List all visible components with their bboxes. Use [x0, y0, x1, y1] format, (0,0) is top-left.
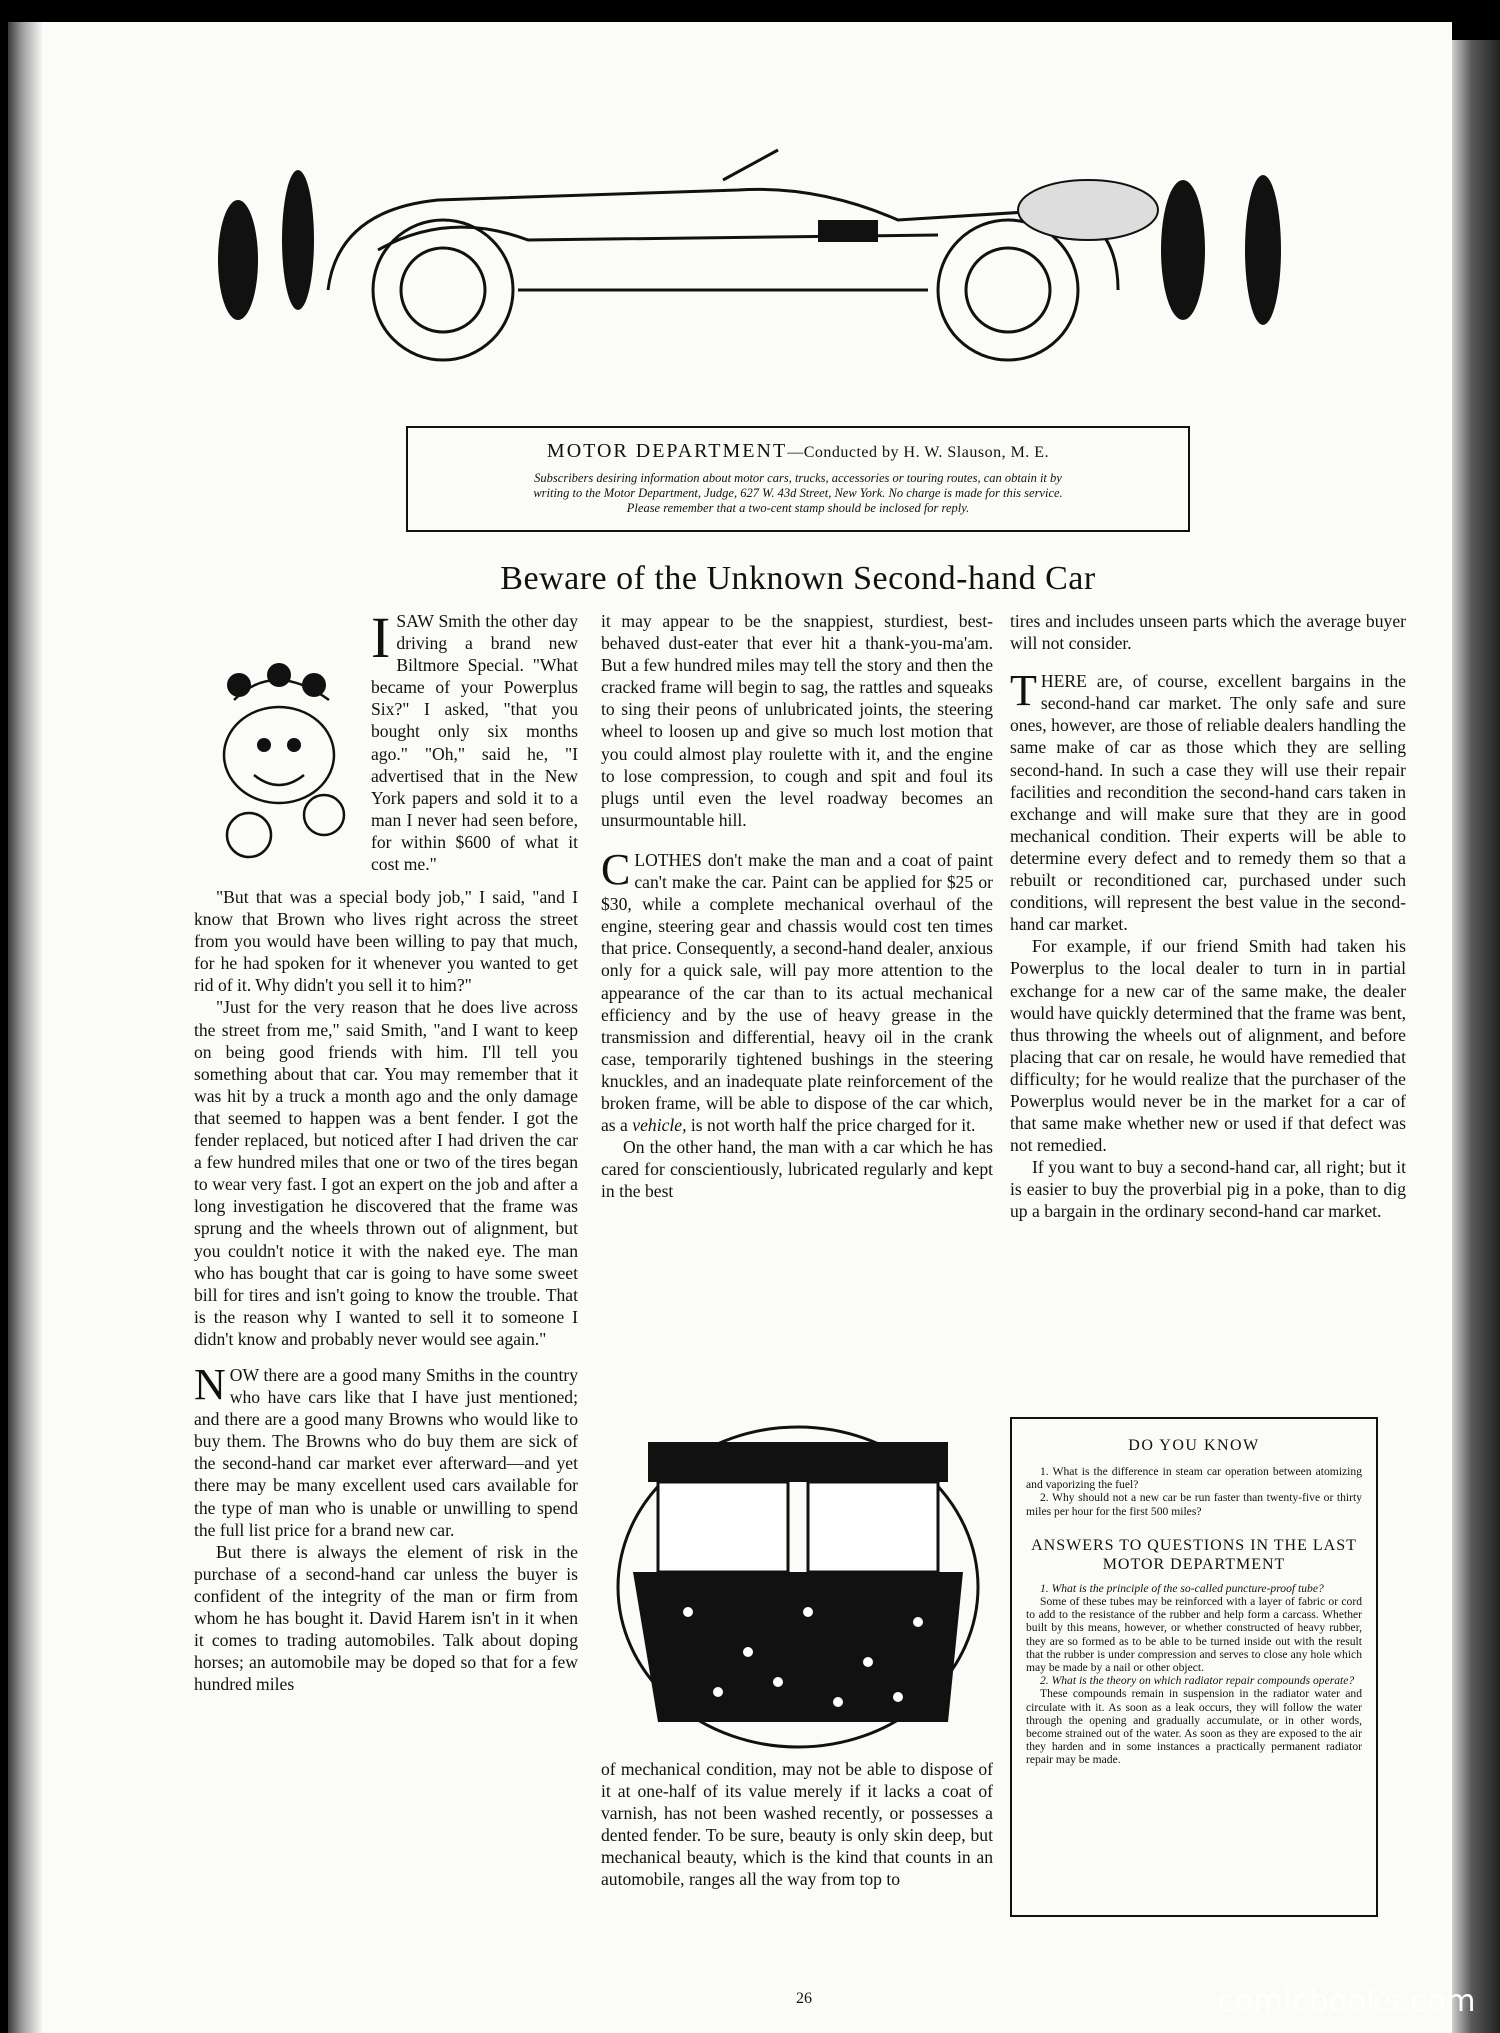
col1-paragraph-1: SAW Smith the other day driving a brand new Biltmore Special. "What became of your Powerplus Six?" I asked, "that you bought only six months ago." "Oh," said he, "I advertised that in the New York papers and sold it to a man I never had seen before, for within $600 of what it cost me." — [371, 611, 578, 875]
department-conductor: —Conducted by H. W. Slauson, M. E. — [787, 444, 1050, 461]
article-column-3 — [1010, 610, 1406, 1223]
drop-cap-n: N — [194, 1359, 226, 1409]
page-number: 26 — [796, 1990, 812, 2007]
drop-cap-i: I — [371, 605, 391, 670]
car-passengers-cartoon — [194, 610, 359, 880]
col2-italic-word: vehicle, — [632, 1115, 687, 1136]
col2-paragraph-2-end: is not worth half the price charged for it. — [690, 1115, 976, 1136]
drop-cap-t: T — [1010, 666, 1037, 716]
page-binding-shadow — [8, 22, 42, 2033]
department-note — [422, 471, 1174, 516]
magazine-page — [8, 22, 1452, 2033]
department-box — [406, 426, 1190, 532]
col1-paragraph-4: OW there are a good many Smiths in the country who have cars like that I have just mentioned; and there are a good many Browns who would like to buy them. The Browns who do buy them are sick of the second-hand car market ever afterward—and yet there may be many excellent used cars available for the type of man who is unable or unwilling to spend the full list price for a brand new car. — [194, 1364, 578, 1540]
article-headline: Beware of the Unknown Second-hand Car — [500, 560, 1096, 597]
drop-cap-c: C — [601, 844, 631, 894]
article-column-2 — [601, 610, 993, 1202]
col3-paragraph-3: For example, if our friend Smith had taken his Powerplus to the local dealer to turn in in partial exchange for a new car of the same make, the dealer would have quickly determined that the frame was bent, thus throwing the wheels out of alignment, and before placing that car on resale, he would have remedied that difficulty; for he would realize that the purchaser of the Powerplus would never be in the market for a car of that same make whether new or used if that defect was not remedied. — [1010, 936, 1406, 1156]
col1-paragraph-5: But there is always the element of risk in the purchase of a second-hand car unless the buyer is confident of the integrity of the man or firm from whom he has bought it. David Harem isn't in it when it comes to trading automobiles. Talk about doping horses; an automobile may be doped so that for a few hundred miles — [194, 1541, 578, 1695]
col1-paragraph-2: "But that was a special body job," I said, "and I know that Brown who lives right across the street from you would have been willing to pay that much, for he had spoken for it whenever you wanted to get rid of it. Why didn't you sell it to him?" — [194, 887, 578, 996]
department-title — [408, 440, 1188, 463]
page-edge-shadow — [1452, 40, 1500, 2033]
do-you-know-box — [1010, 1417, 1378, 1917]
answer-question-1: 1. What is the principle of the so-called puncture-proof tube? — [1040, 1581, 1324, 1595]
question-1: 1. What is the difference in steam car operation between atomizing and vaporizing the fuel? — [1026, 1465, 1362, 1492]
site-watermark: comicbooks.com — [1217, 1984, 1476, 2019]
article-column-2-bottom — [601, 1758, 993, 1891]
col3-paragraph-1: tires and includes unseen parts which the average buyer will not consider. — [1010, 611, 1406, 654]
do-you-know-title: DO YOU KNOW — [1128, 1437, 1260, 1454]
col2-paragraph-4: of mechanical condition, may not be able to dispose of it at one-half of its value merely if it lacks a coat of varnish, has not been washed recently, or possesses a dented fender. To be sure, beauty is only skin deep, but mechanical beauty, which is the kind that counts in an automobile, ranges all the way from top to — [601, 1759, 993, 1890]
department-note-line: Please remember that a two-cent stamp should be inclosed for reply. — [626, 501, 970, 515]
department-note-line: Subscribers desiring information about motor cars, trucks, accessories or touring routes, can obtain it by — [534, 471, 1062, 485]
question-2: 2. Why should not a new car be run faster than twenty-five or thirty miles per hour for the first 500 miles? — [1026, 1491, 1362, 1518]
col2-paragraph-2: LOTHES don't make the man and a coat of paint can't make the car. Paint can be applied for $25 or $30, while a complete mechanical overhaul of the engine, steering gear and chassis would cost ten times that price. Consequently, a second-hand dealer, anxious only for a quick sale, will pay more attention to the appearance of the car than to its actual mechanical efficiency and by the use of heavy grease in the transmission and differential, heavy oil in the crank case, temporarily tightened bushings in the steering knuckles, and an inadequate plate reinforcement of the broken frame, will be able to dispose of the car which, as a — [601, 849, 993, 1136]
answer-question-2: 2. What is the theory on which radiator repair compounds operate? — [1040, 1674, 1355, 1688]
answer-2: These compounds remain in suspension in the radiator water and circulate with it. As soon as a leak occurs, they will follow the water through the opening and gradually accumulate, or in other words, become strained out of the water. As soon as they are exposed to the air they harden and in some instances a practically permanent radiator repair may be made. — [1026, 1687, 1362, 1767]
department-note-line: writing to the Motor Department, Judge, 627 W. 43d Street, New York. No charge is made for this service. — [533, 486, 1063, 500]
sedan-window-cartoon — [608, 1422, 988, 1752]
department-name: MOTOR DEPARTMENT — [546, 440, 788, 462]
col3-paragraph-2: HERE are, of course, excellent bargains in the second-hand car market. The only safe and sure ones, however, are those of reliable dealers handling the same make of car as those which they are selling second-hand. In such a case they will use their repair facilities and recondition the second-hand cars taken in exchange and will make sure that they are in good mechanical condition. Their experts will be able to determine every defect and to remedy them so that a rebuilt or reconditioned car, purchased under such conditions, will represent the best value in the second-hand car market. — [1010, 671, 1406, 935]
col2-paragraph-1: it may appear to be the snappiest, sturdiest, best-behaved dust-eater that ever hit a thank-you-ma'am. But a few hundred miles may tell the story and then the cracked frame will begin to sag, the rattles and squeaks to sing their peons of unlubricated joints, the steering wheel to loosen up and give so much lost motion that you could almost play roulette with it, and the engine to lose compression, to cough and spit and foul its plugs until even the level roadway becomes an unsurmountable hill. — [601, 611, 993, 830]
answer-1: Some of these tubes may be reinforced with a layer of fabric or cord to add to the resistance of the rubber and help form a carcass. Whether built by this means, however, or whether constructed of heavy rubber, they are so formed as to be able to be turned inside out with the result that the rubber is under compression and serves to close any hole which may be made by a nail or other object. — [1026, 1595, 1362, 1675]
col3-paragraph-4: If you want to buy a second-hand car, all right; but it is easier to buy the proverbial pig in a poke, than to dig up a bargain in the ordinary second-hand car market. — [1010, 1157, 1406, 1222]
car-cartoon-illustration — [178, 140, 1403, 372]
answers-title: ANSWERS TO QUESTIONS IN THE LAST MOTOR DEPARTMENT — [1031, 1536, 1357, 1573]
article-column-1 — [194, 605, 578, 1695]
col1-paragraph-3: "Just for the very reason that he does live across the street from me," said Smith, "and I want to keep on being good friends with him. I'll tell you something about that car. You may remember that it was hit by a truck a month ago and the only damage that seemed to happen was a bent fender. I got the fender replaced, but noticed after I had driven the car a few hundred miles that one or two of the tires began to wear very fast. I got an expert on the job and after a long investigation he discovered that the frame was sprung and the wheels thrown out of alignment, but you couldn't notice it with the naked eye. The man who has bought that car is going to have some sweet bill for tires and isn't going to know the trouble. That is the reason why I wanted to sell it to someone I didn't know and probably never would see again." — [194, 997, 578, 1349]
col2-paragraph-3: On the other hand, the man with a car which he has cared for conscientiously, lubricated regularly and kept in the best — [601, 1137, 993, 1202]
